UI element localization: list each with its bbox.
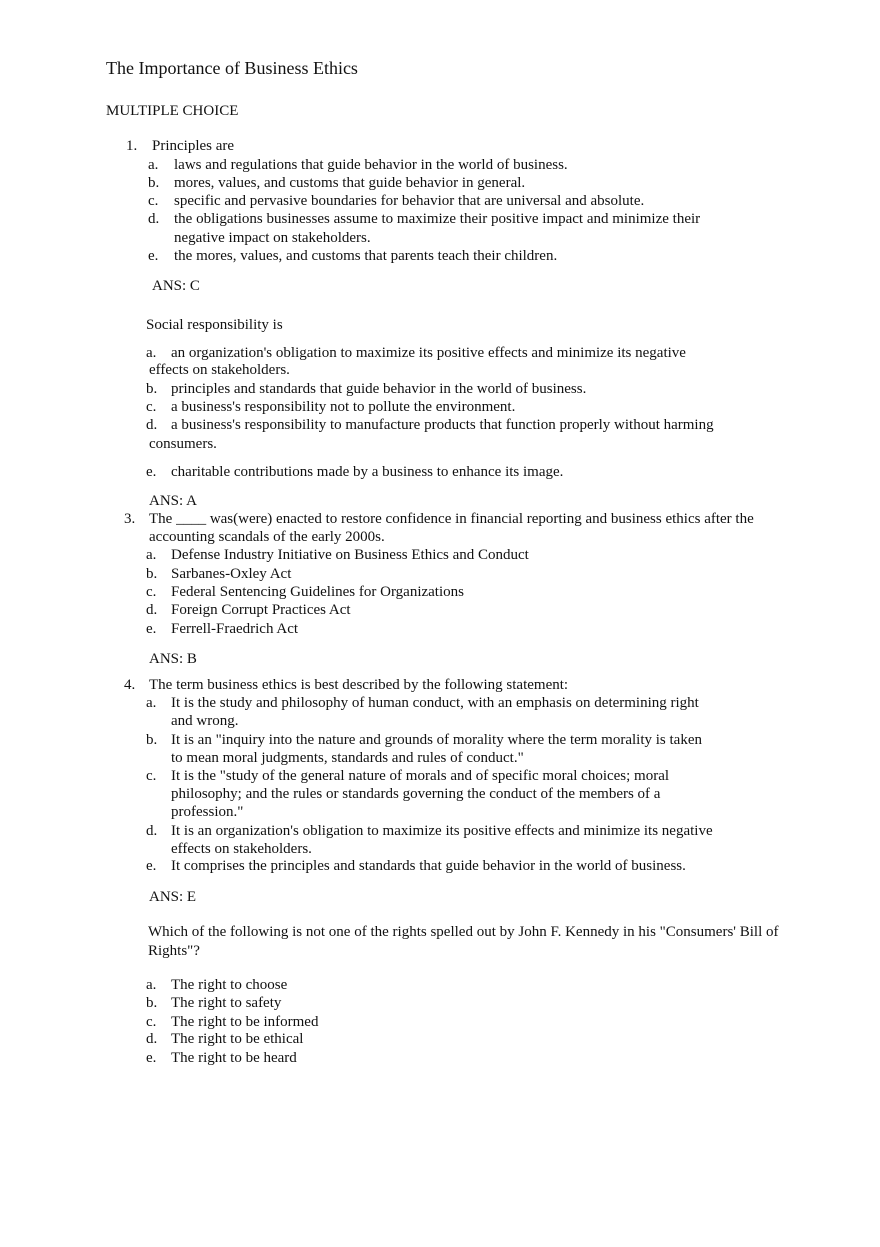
option-letter: c. (146, 768, 157, 784)
question-stem: Principles are (152, 138, 235, 154)
option-text: specific and pervasive boundaries for behavior that are universal and absolute. (174, 193, 645, 209)
answer: ANS: A (149, 493, 197, 509)
option-text: It is the study and philosophy of human conduct, with an emphasis on determining right (171, 695, 699, 711)
option-text: It is the "study of the general nature of morals and of specific moral choices; moral (171, 768, 670, 784)
answer: ANS: B (149, 651, 197, 667)
option-letter: d. (148, 211, 160, 227)
option-text: The right to be heard (171, 1050, 297, 1066)
option-letter: a. (148, 157, 159, 173)
option-letter: c. (146, 584, 157, 600)
option-letter: a. (146, 345, 157, 361)
option-text-continued: negative impact on stakeholders. (174, 230, 371, 246)
question-stem-continued: Rights"? (148, 943, 200, 959)
option-text: charitable contributions made by a business to enhance its image. (171, 464, 564, 480)
option-text: The right to be ethical (171, 1031, 304, 1047)
option-text: mores, values, and customs that guide behavior in general. (174, 175, 526, 191)
option-letter: e. (146, 464, 157, 480)
option-text: an organization's obligation to maximize its positive effects and minimize its negative (171, 345, 686, 361)
question-number: 4. (124, 677, 136, 693)
option-text: The right to choose (171, 977, 288, 993)
option-letter: b. (146, 995, 158, 1011)
option-text-continued: consumers. (149, 436, 217, 452)
option-text: Ferrell-Fraedrich Act (171, 621, 299, 637)
option-letter: b. (148, 175, 160, 191)
question-stem-continued: accounting scandals of the early 2000s. (149, 529, 385, 545)
option-text: Defense Industry Initiative on Business Ethics and Conduct (171, 547, 529, 563)
question-stem: Social responsibility is (146, 317, 283, 333)
option-text: It is an organization's obligation to maximize its positive effects and minimize its negative (171, 823, 713, 839)
option-letter: d. (146, 417, 158, 433)
option-letter: d. (146, 602, 158, 618)
option-letter: e. (146, 1050, 157, 1066)
option-letter: c. (148, 193, 159, 209)
option-letter: e. (146, 621, 157, 637)
option-text: a business's responsibility not to pollute the environment. (171, 399, 516, 415)
option-letter: b. (146, 732, 158, 748)
page-title: The Importance of Business Ethics (106, 58, 358, 78)
question-stem: Which of the following is not one of the rights spelled out by John F. Kennedy in his "Consumers' Bill of (148, 924, 779, 940)
option-text: the mores, values, and customs that parents teach their children. (174, 248, 558, 264)
option-text-continued: profession." (171, 804, 244, 820)
option-text: laws and regulations that guide behavior in the world of business. (174, 157, 568, 173)
question-number: 1. (126, 138, 138, 154)
option-letter: c. (146, 1014, 157, 1030)
section-heading: MULTIPLE CHOICE (106, 103, 239, 119)
option-text: a business's responsibility to manufacture products that function properly without harming (171, 417, 714, 433)
option-text: The right to safety (171, 995, 282, 1011)
option-letter: d. (146, 823, 158, 839)
option-letter: a. (146, 547, 157, 563)
option-text: The right to be informed (171, 1014, 319, 1030)
answer: ANS: C (152, 278, 200, 294)
option-text: It is an "inquiry into the nature and grounds of morality where the term morality is taken (171, 732, 702, 748)
question-stem: The term business ethics is best described by the following statement: (149, 677, 569, 693)
option-text-continued: philosophy; and the rules or standards governing the conduct of the members of a (171, 786, 661, 802)
option-text: Sarbanes-Oxley Act (171, 566, 292, 582)
option-letter: b. (146, 381, 158, 397)
question-stem: The ____ was(were) enacted to restore confidence in financial reporting and business ethics after the (149, 511, 754, 527)
option-letter: b. (146, 566, 158, 582)
option-text: It comprises the principles and standards that guide behavior in the world of business. (171, 858, 686, 874)
option-letter: c. (146, 399, 157, 415)
option-text: principles and standards that guide behavior in the world of business. (171, 381, 587, 397)
option-text: Federal Sentencing Guidelines for Organizations (171, 584, 464, 600)
option-text-continued: and wrong. (171, 713, 239, 729)
option-letter: e. (146, 858, 157, 874)
answer: ANS: E (149, 889, 197, 905)
option-letter: a. (146, 695, 157, 711)
option-text-continued: to mean moral judgments, standards and rules of conduct." (171, 750, 524, 766)
option-letter: a. (146, 977, 157, 993)
question-number: 3. (124, 511, 136, 527)
option-text: Foreign Corrupt Practices Act (171, 602, 351, 618)
option-letter: d. (146, 1031, 158, 1047)
option-text: the obligations businesses assume to maximize their positive impact and minimize their (174, 211, 701, 227)
option-letter: e. (148, 248, 159, 264)
option-text-continued: effects on stakeholders. (171, 841, 312, 857)
option-text-continued: effects on stakeholders. (149, 362, 290, 378)
